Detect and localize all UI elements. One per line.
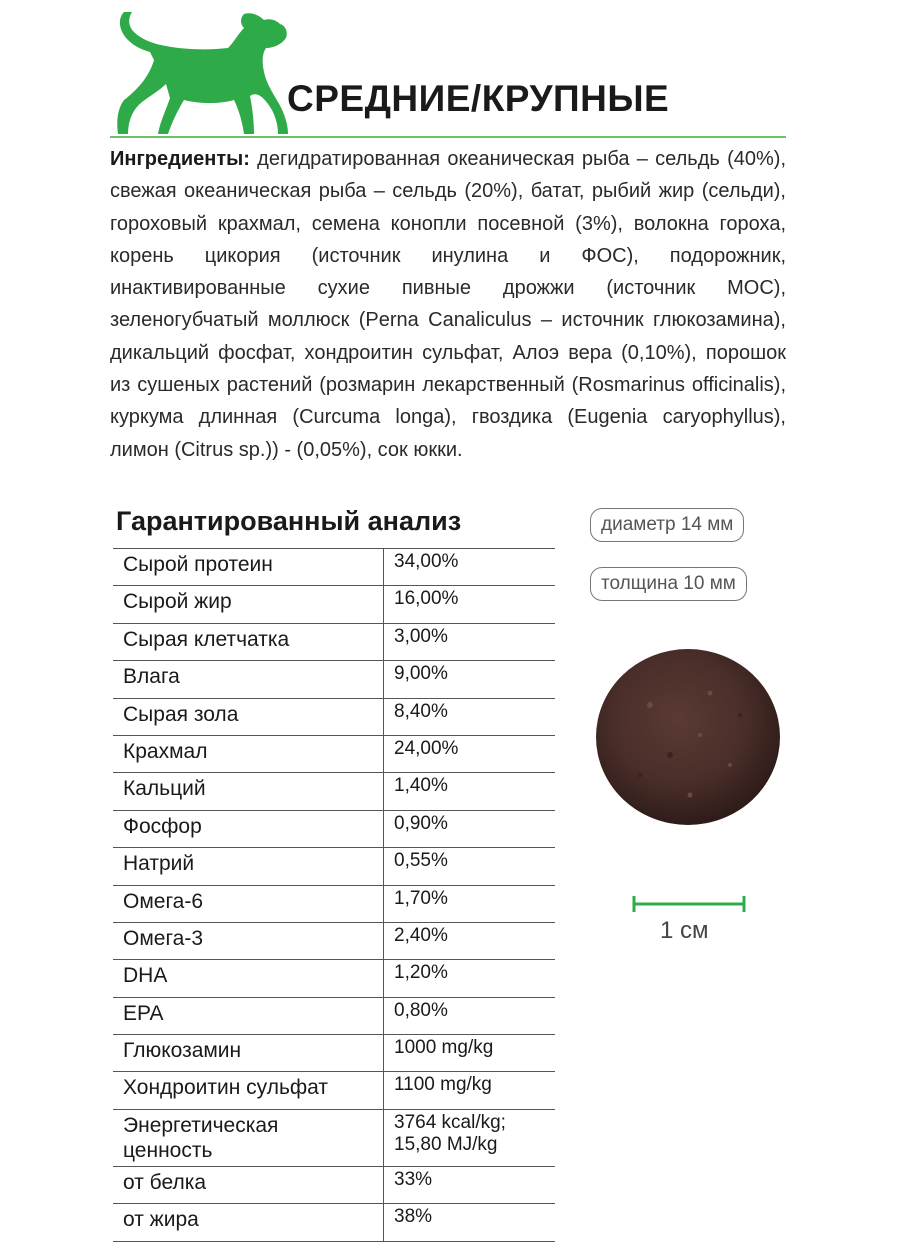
- ingredients-label: Ингредиенты:: [110, 148, 250, 170]
- row-name: Кальций: [113, 773, 384, 810]
- ingredients-body: дегидратированная океаническая рыба – сельдь (40%), свежая океаническая рыба – сельдь (20%), батат, рыбий жир (сельди), гороховый крахмал, семена конопли посевной (3%), волокна гороха, корень цикория (источник инулина и ФОС), подорожник, инактивированные сухие пивные дрожжи (источник МОС), зеленогубчатый моллюск (Perna Canaliculus – источник глюкозамина), дикальций фосфат, хондроитин сульфат, Алоэ вера (0,10%), порошок из сушеных растений (розмарин лекарственный (Rosmarinus officinalis), куркума длинная (Curcuma longa), гвоздика (Eugenia caryophyllus), лимон (Citrus sp.)) - (0,05%), сок юкки.: [110, 148, 786, 461]
- row-value: 0,90%: [384, 810, 556, 847]
- row-name: Сырая зола: [113, 698, 384, 735]
- row-value: 2,40%: [384, 922, 556, 959]
- row-name: Фосфор: [113, 810, 384, 847]
- table-row: [113, 885, 555, 922]
- ingredients-text: [110, 143, 786, 466]
- row-name: Энергетическая ценность: [113, 1109, 384, 1166]
- table-row: [113, 1166, 555, 1203]
- table-row: [113, 810, 555, 847]
- table-row: [113, 960, 555, 997]
- table-row: [113, 661, 555, 698]
- row-value: 1,70%: [384, 885, 556, 922]
- row-name: Влага: [113, 661, 384, 698]
- table-row: [113, 549, 555, 586]
- table-row: [113, 848, 555, 885]
- table-row: [113, 1035, 555, 1072]
- table-row: [113, 1109, 555, 1166]
- row-name: Омега-3: [113, 922, 384, 959]
- thickness-badge: толщина 10 мм: [590, 567, 747, 601]
- table-row: [113, 773, 555, 810]
- table-row: [113, 1204, 555, 1241]
- row-name: Крахмал: [113, 735, 384, 772]
- row-value: 0,80%: [384, 997, 556, 1034]
- dog-icon: [110, 4, 290, 136]
- row-name: Сырой протеин: [113, 549, 384, 586]
- table-row: [113, 735, 555, 772]
- divider: [110, 136, 786, 138]
- row-value: 3,00%: [384, 623, 556, 660]
- row-value: 1,20%: [384, 960, 556, 997]
- analysis-table: [113, 548, 555, 1242]
- row-name: DHA: [113, 960, 384, 997]
- row-value: 24,00%: [384, 735, 556, 772]
- row-name: Сырая клетчатка: [113, 623, 384, 660]
- row-value: 1100 mg/kg: [384, 1072, 556, 1109]
- row-name: Сырой жир: [113, 586, 384, 623]
- row-value: 38%: [384, 1204, 556, 1241]
- row-name: Глюкозамин: [113, 1035, 384, 1072]
- row-value: 33%: [384, 1166, 556, 1203]
- scale-label: 1 см: [660, 917, 709, 944]
- row-value: 34,00%: [384, 549, 556, 586]
- row-value: 8,40%: [384, 698, 556, 735]
- row-value: 9,00%: [384, 661, 556, 698]
- table-row: [113, 922, 555, 959]
- page-title: СРЕДНИЕ/КРУПНЫЕ: [287, 78, 670, 119]
- row-name: Хондроитин сульфат: [113, 1072, 384, 1109]
- row-value: 0,55%: [384, 848, 556, 885]
- table-row: [113, 623, 555, 660]
- row-value: 16,00%: [384, 586, 556, 623]
- diameter-badge: диаметр 14 мм: [590, 508, 744, 542]
- row-name: от белка: [113, 1166, 384, 1203]
- scale-bar: [630, 890, 748, 916]
- row-name: EPA: [113, 997, 384, 1034]
- table-row: [113, 1072, 555, 1109]
- table-row: [113, 997, 555, 1034]
- row-name: Омега-6: [113, 885, 384, 922]
- row-name: от жира: [113, 1204, 384, 1241]
- analysis-heading: Гарантированный анализ: [116, 506, 462, 536]
- kibble-image: [590, 645, 790, 830]
- row-value: 3764 kcal/kg; 15,80 MJ/kg: [384, 1109, 556, 1166]
- table-row: [113, 698, 555, 735]
- row-name: Натрий: [113, 848, 384, 885]
- table-row: [113, 586, 555, 623]
- row-value: 1000 mg/kg: [384, 1035, 556, 1072]
- row-value: 1,40%: [384, 773, 556, 810]
